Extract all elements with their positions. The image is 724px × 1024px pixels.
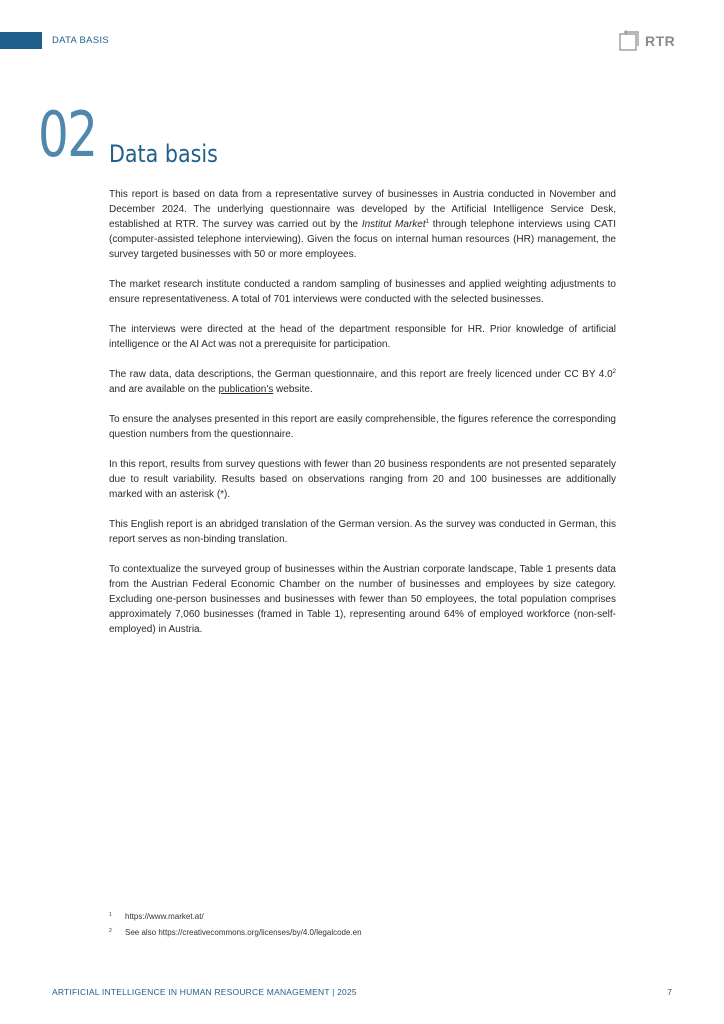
footnotes — [109, 909, 629, 941]
body-text — [109, 187, 616, 652]
institut-market-name: Institut Market — [361, 219, 426, 230]
logo-text: RTR — [645, 33, 676, 49]
publication-link[interactable]: publication's — [218, 384, 274, 395]
footnote-number: 1 — [109, 912, 112, 918]
rtr-logo — [617, 29, 675, 53]
header-accent-bar — [0, 32, 42, 49]
paragraph-figures: To ensure the analyses presented in this report are easily comprehensible, the figures reference the corresponding question numbers from the questionnaire. — [109, 414, 616, 440]
footnote-2 — [109, 925, 629, 941]
footnote-ref-2: 2 — [612, 369, 616, 375]
footnote-text: See also https://creativecommons.org/licenses/by/4.0/legalcode.en — [125, 928, 362, 937]
rtr-logo-icon — [617, 29, 641, 53]
paragraph-sampling: The market research institute conducted a random sampling of businesses and applied weighting adjustments to ensure representativeness. A total of 701 interviews were conducted with the selected businesses. — [109, 279, 616, 305]
paragraph-translation: This English report is an abridged translation of the German version. As the survey was conducted in German, this report serves as non-binding translation. — [109, 519, 616, 545]
section-label: DATA BASIS — [52, 35, 110, 46]
paragraph-licence: The raw data, data descriptions, the German questionnaire, and this report are freely licenced under CC BY $4.0^2$ and are available on the publication's website. — [109, 369, 616, 395]
page-number: 7 — [667, 987, 672, 997]
paragraph-intro: This report is based on data from a representative survey of businesses in Austria conducted in November and December 2024. The underlying questionnaire was developed by the Artificial Intelligence Service Desk, established at RTR. The survey was carried out by the Institut Market$^1$ through telephone interviews using CATI (computer-assisted telephone interviewing). Given the focus on internal human resources (HR) management, the survey targeted businesses with 50 or more employees. — [109, 189, 616, 260]
footer-title: ARTIFICIAL INTELLIGENCE IN HUMAN RESOURCE MANAGEMENT | 2025 — [52, 987, 357, 997]
footnote-1 — [109, 909, 629, 925]
page-title: Data basis — [109, 140, 218, 168]
paragraph-respondents: In this report, results from survey questions with fewer than 20 business respondents are not presented separately due to result variability. Results based on observations ranging from 20 and 100 businesses are additionally marked with an asterisk (*). — [109, 459, 616, 500]
paragraph-context: To contextualize the surveyed group of businesses within the Austrian corporate landscape, Table 1 presents data from the Austrian Federal Economic Chamber on the number of businesses and employees by size category. Excluding one-person businesses and businesses with fewer than 50 employees, the total population comprises approximately 7,060 businesses (framed in Table 1), representing around 64% of employed workforce (non-self-employed) in Austria. — [109, 564, 616, 635]
footnote-number: 2 — [109, 928, 112, 934]
footnote-text: https://www.market.at/ — [125, 912, 204, 921]
paragraph-interviews: The interviews were directed at the head of the department responsible for HR. Prior knowledge of artificial intelligence or the AI Act was not a prerequisite for participation. — [109, 324, 616, 350]
footnote-ref-1: 1 — [425, 219, 429, 225]
chapter-number: 02 — [38, 98, 97, 171]
